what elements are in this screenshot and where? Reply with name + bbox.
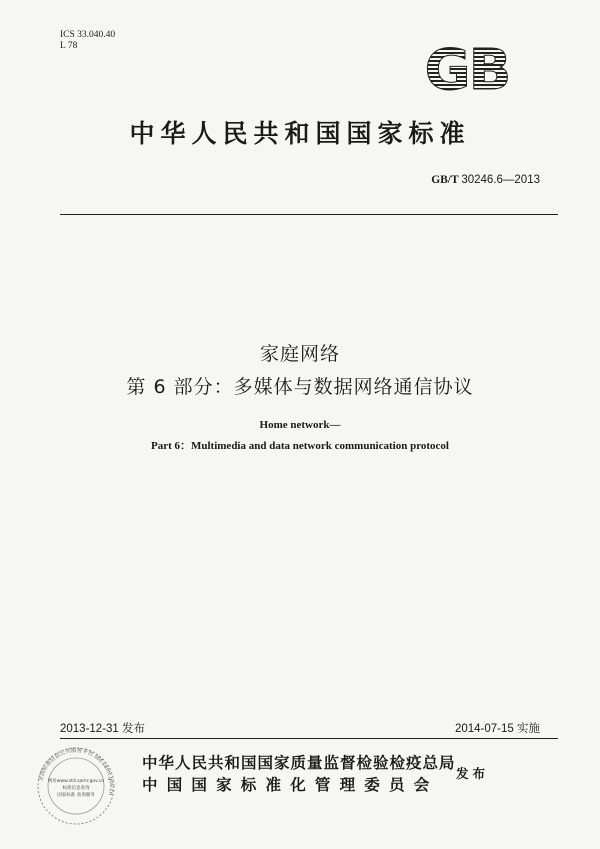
gb-logo-text: GB: [424, 44, 510, 94]
seal-inner-text-1: 网址www.std.samr.gov.cn: [47, 779, 105, 784]
ccs-code: L 78: [60, 41, 78, 51]
publish-label: 发布: [456, 766, 490, 781]
publisher-line2: 中国国家标准化管理委员会: [142, 776, 439, 794]
header-divider: [60, 214, 558, 215]
seal-ring-text: 全国标准信息公共服务平台 std.samr.gov.cn: [38, 747, 115, 796]
seal-inner-text-2: 标准信息查询: [62, 786, 90, 791]
title-cn-line1: 家庭网络: [259, 343, 340, 365]
gb-logo: [412, 44, 522, 94]
seal-inner-text-3: 国家标准 查询服务: [57, 793, 95, 798]
issue-date: 2013-12-31 发布: [60, 723, 146, 735]
classification-codes: [60, 30, 115, 52]
national-standard-title: 中华人民共和国国家标准: [129, 119, 471, 148]
publisher-line1: 中华人民共和国国家质量监督检验检疫总局: [142, 754, 456, 772]
standard-number-value: 30246.6—2013: [461, 174, 540, 186]
footer-divider: [60, 738, 558, 739]
title-en-line2: Part 6：Multimedia and data network communication protocol: [150, 440, 449, 452]
standard-number-prefix: GB/T: [431, 174, 459, 186]
ics-code: ICS 33.040.40: [60, 30, 116, 40]
implementation-date: 2014-07-15 实施: [454, 723, 540, 735]
standard-number: [431, 174, 540, 186]
title-cn-line2: 第 6 部分：多媒体与数据网络通信协议: [126, 376, 474, 398]
verification-seal: [32, 746, 120, 826]
title-en-line1: Home network—: [259, 419, 341, 431]
